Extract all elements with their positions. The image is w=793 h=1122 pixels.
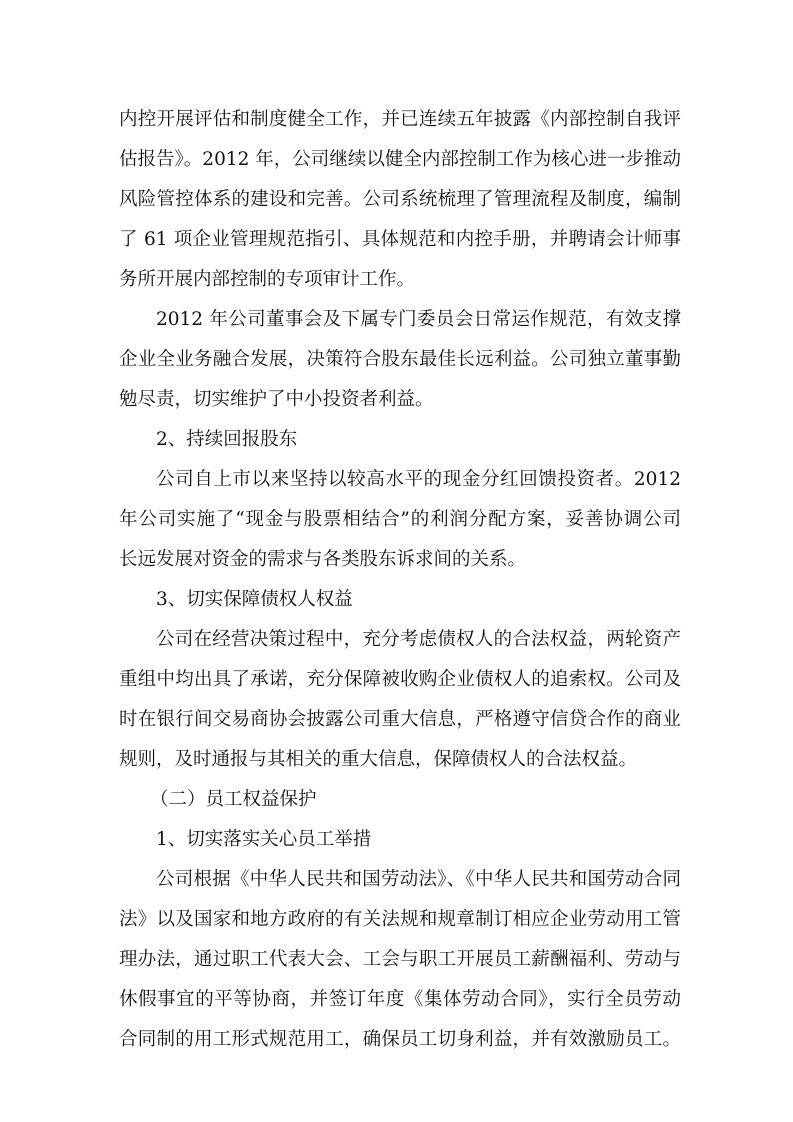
text-line: 了 61 项企业管理规范指引、具体规范和内控手册，并聘请会计师事 <box>119 229 681 250</box>
text-line: 风险管控体系的建设和完善。公司系统梳理了管理流程及制度，编制 <box>119 189 681 210</box>
text-line: 公司自上市以来坚持以较高水平的现金分红回馈投资者。2012 <box>156 469 681 490</box>
text-line: 估报告》。2012 年，公司继续以健全内部控制工作为核心进一步推动 <box>119 149 681 170</box>
text-line: 长远发展对资金的需求与各类股东诉求间的关系。 <box>119 549 527 570</box>
text-line: 企业全业务融合发展，决策符合股东最佳长远利益。公司独立董事勤 <box>119 349 681 370</box>
text-line: 公司在经营决策过程中，充分考虑债权人的合法权益，两轮资产 <box>156 629 681 650</box>
text-line: 公司根据《中华人民共和国劳动法》、《中华人民共和国劳动合同 <box>156 869 681 890</box>
text-line: 2012 年公司董事会及下属专门委员会日常运作规范，有效支撑 <box>156 309 681 330</box>
text-line: 年公司实施了“现金与股票相结合”的利润分配方案，妥善协调公司 <box>119 509 681 530</box>
text-line: 合同制的用工形式规范用工，确保员工切身利益，并有效激励员工。 <box>119 1029 681 1050</box>
text-line: 内控开展评估和制度健全工作，并已连续五年披露《内部控制自我评 <box>119 109 681 130</box>
text-line: 理办法，通过职工代表大会、工会与职工开展员工薪酬福利、劳动与 <box>119 949 681 970</box>
text-line: 法》以及国家和地方政府的有关法规和规章制订相应企业劳动用工管 <box>119 909 681 930</box>
text-line: 勉尽责，切实维护了中小投资者利益。 <box>119 389 434 410</box>
section-heading-employee-rights: （二）员工权益保护 <box>150 789 317 810</box>
text-line: 重组中均出具了承诺，充分保障被收购企业债权人的追索权。公司及 <box>119 669 681 690</box>
text-line: 务所开展内部控制的专项审计工作。 <box>119 269 416 290</box>
heading-shareholder-returns: 2、持续回报股东 <box>156 429 298 450</box>
text-line: 时在银行间交易商协会披露公司重大信息，严格遵守信贷合作的商业 <box>119 709 681 730</box>
text-line: 规则，及时通报与其相关的重大信息，保障债权人的合法权益。 <box>119 749 638 770</box>
heading-creditor-rights: 3、切实保障债权人权益 <box>156 589 353 610</box>
heading-employee-care: 1、切实落实关心员工举措 <box>156 829 372 850</box>
text-line: 休假事宜的平等协商，并签订年度《集体劳动合同》，实行全员劳动 <box>119 989 681 1010</box>
